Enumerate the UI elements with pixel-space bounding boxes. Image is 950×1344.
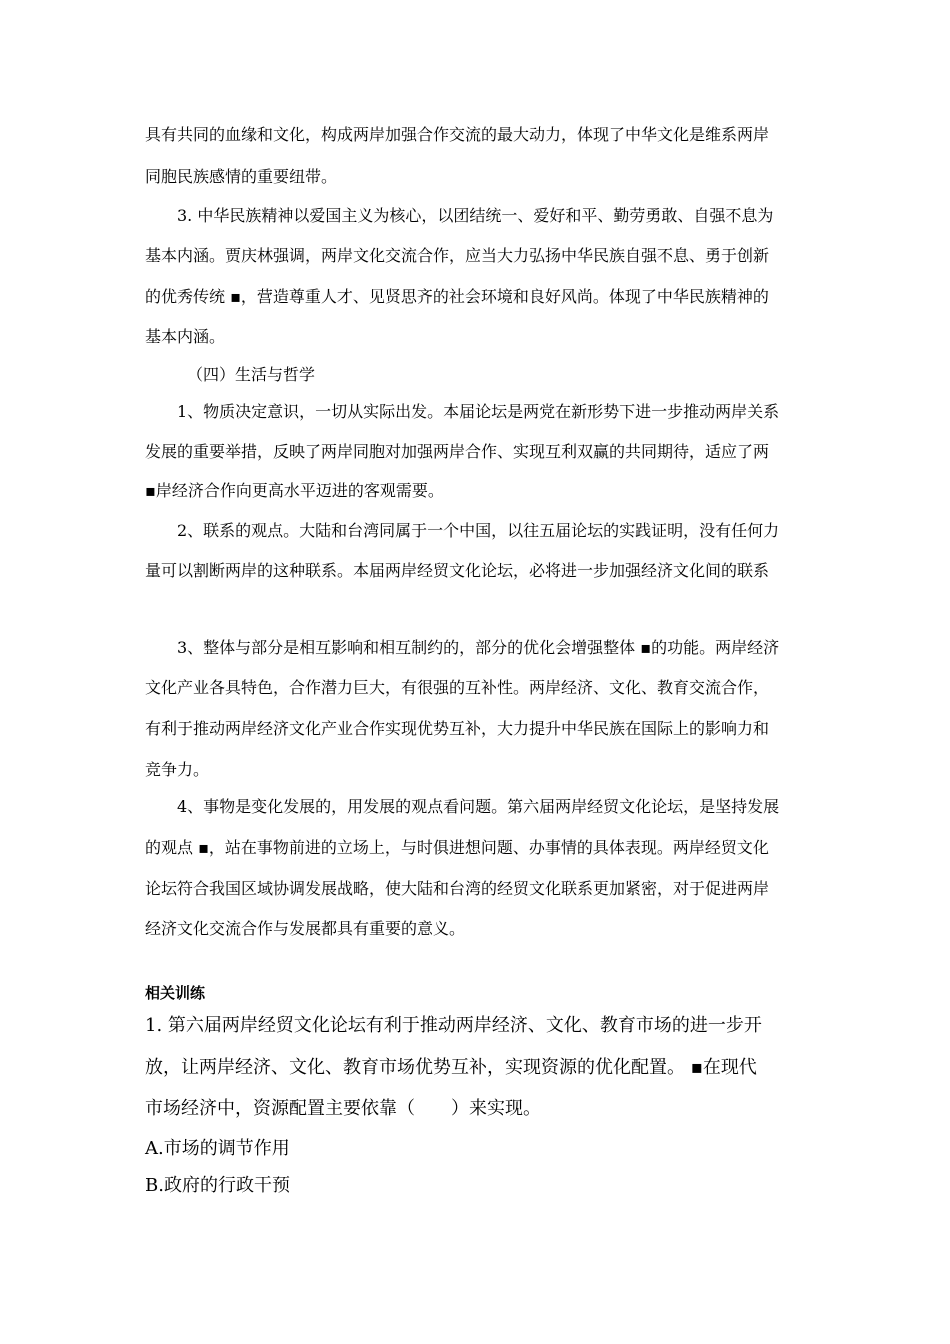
paragraph-line: 具有共同的血缘和文化，构成两岸加强合作交流的最大动力，体现了中华文化是维系两岸 [145,125,770,144]
option-b: B.政府的行政干预 [145,1175,290,1196]
paragraph-line: 2、联系的观点。大陆和台湾同属于一个中国，以往五届论坛的实践证明，没有任何力 [177,521,780,540]
question-line: 市场经济中，资源配置主要依靠（ ）来实现。 [145,1098,541,1119]
paragraph-line: 的观点 ▪，站在事物前进的立场上，与时俱进想问题、办事情的具体表现。两岸经贸文化 [145,838,769,857]
training-heading: 相关训练 [145,984,206,1002]
question-line: 1. 第六届两岸经贸文化论坛有利于推动两岸经济、文化、教育市场的进一步开 [145,1015,762,1036]
question-line: 放，让两岸经济、文化、教育市场优势互补，实现资源的优化配置。 ▪在现代 [145,1057,757,1078]
paragraph-line: 经济文化交流合作与发展都具有重要的意义。 [145,919,466,938]
paragraph-line: 1、物质决定意识，一切从实际出发。本届论坛是两党在新形势下进一步推动两岸关系 [177,402,780,421]
paragraph-line: 3. 中华民族精神以爱国主义为核心，以团结统一、爱好和平、勤劳勇敢、自强不息为 [177,206,774,225]
paragraph-line: 发展的重要举措，反映了两岸同胞对加强两岸合作、实现互利双赢的共同期待，适应了两 [145,442,770,461]
paragraph-line: 同胞民族感情的重要纽带。 [145,167,338,186]
paragraph-line: 量可以割断两岸的这种联系。本届两岸经贸文化论坛，必将进一步加强经济文化间的联系 [145,561,770,580]
paragraph-line: 文化产业各具特色，合作潜力巨大，有很强的互补性。两岸经济、文化、教育交流合作， [145,678,770,697]
section-heading: （四）生活与哲学 [187,365,316,384]
paragraph-line: 3、整体与部分是相互影响和相互制约的，部分的优化会增强整体 ▪的功能。两岸经济 [177,638,780,657]
paragraph-line: 有利于推动两岸经济文化产业合作实现优势互补，大力提升中华民族在国际上的影响力和 [145,719,770,738]
paragraph-line: 论坛符合我国区域协调发展战略，使大陆和台湾的经贸文化联系更加紧密，对于促进两岸 [145,879,770,898]
paragraph-line: ▪岸经济合作向更高水平迈进的客观需要。 [145,481,444,500]
paragraph-line: 4、事物是变化发展的，用发展的观点看问题。第六届两岸经贸文化论坛，是坚持发展 [177,797,780,816]
paragraph-line: 基本内涵。 [145,327,226,346]
option-a: A.市场的调节作用 [145,1138,290,1159]
paragraph-line: 基本内涵。贾庆林强调，两岸文化交流合作，应当大力弘扬中华民族自强不息、勇于创新 [145,246,770,265]
paragraph-line: 的优秀传统 ▪，营造尊重人才、见贤思齐的社会环境和良好风尚。体现了中华民族精神的 [145,287,769,306]
paragraph-line: 竞争力。 [145,760,210,779]
